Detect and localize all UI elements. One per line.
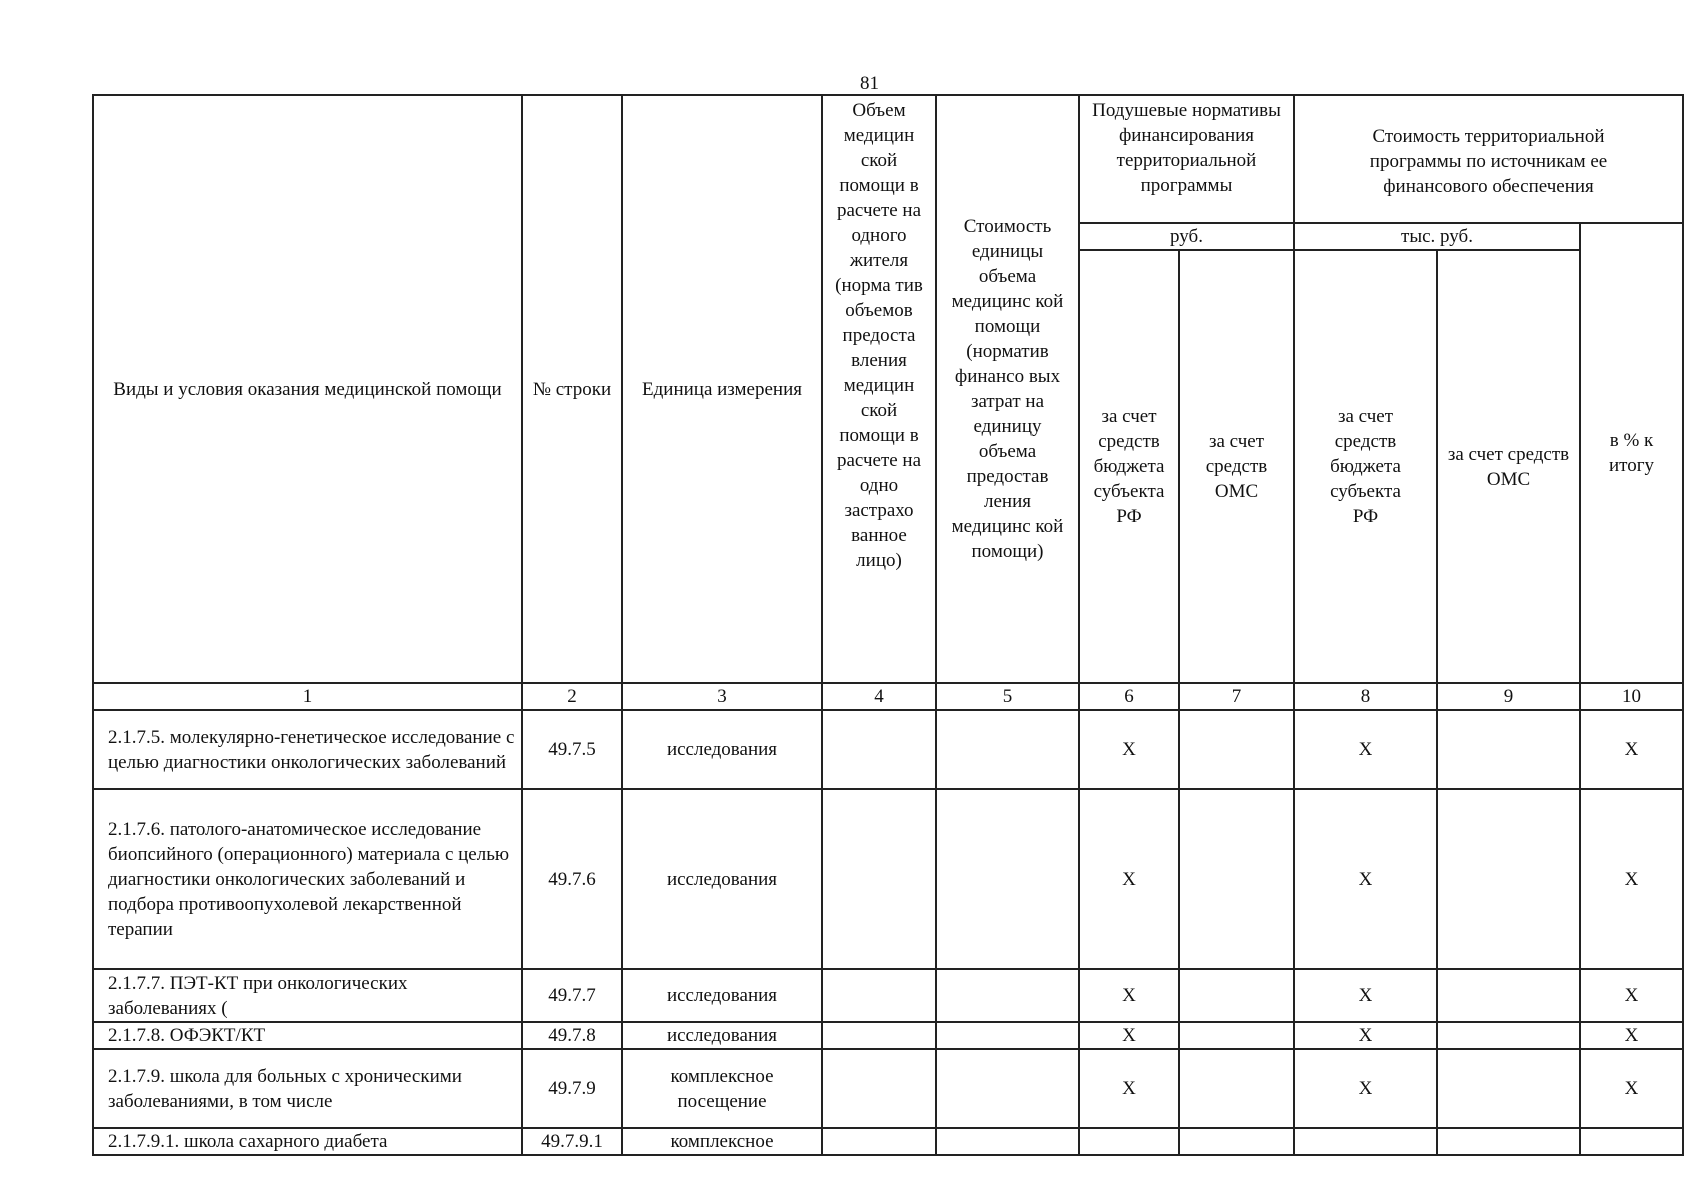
column-number: 10 bbox=[1580, 683, 1683, 710]
row-line-number: 49.7.9.1 bbox=[522, 1128, 622, 1155]
row-percent: X bbox=[1580, 969, 1683, 1022]
column-number: 1 bbox=[93, 683, 522, 710]
column-number: 4 bbox=[822, 683, 936, 710]
row-unit: комплексное посещение bbox=[622, 1049, 822, 1128]
row-volume bbox=[822, 1049, 936, 1128]
header-volume-per-resident: Объем медицин ской помощи в расчете на одного жителя (норма тив объемов предоста вления медицин ской помощи в расчете на одно застрахо ванное лицо) bbox=[822, 95, 936, 683]
page-number: 81 bbox=[860, 73, 879, 94]
row-name: 2.1.7.8. ОФЭКТ/КТ bbox=[93, 1022, 522, 1049]
table-row bbox=[93, 1049, 1683, 1128]
row-name: 2.1.7.6. патолого-анатомическое исследование биопсийного (операционного) материала с целью диагностики онкологических заболеваний и подбора противоопухолевой лекарственной терапии bbox=[93, 789, 522, 969]
row-per-capita-oms bbox=[1179, 710, 1294, 789]
row-percent bbox=[1580, 1128, 1683, 1155]
column-number-row bbox=[93, 683, 1683, 710]
header-unit-of-measure: Единица измерения bbox=[622, 95, 822, 683]
row-volume bbox=[822, 789, 936, 969]
row-unit: исследования bbox=[622, 789, 822, 969]
row-line-number: 49.7.5 bbox=[522, 710, 622, 789]
header-unit-thousand-rub: тыс. руб. bbox=[1294, 223, 1580, 250]
row-per-capita-oms bbox=[1179, 969, 1294, 1022]
header-unit-cost: Стоимость единицы объема медицинс кой помощи (норматив финансо вых затрат на единицу объема предостав ления медицинс кой помощи) bbox=[936, 95, 1079, 683]
row-unit-cost bbox=[936, 789, 1079, 969]
row-name: 2.1.7.7. ПЭТ-КТ при онкологических заболеваниях ( bbox=[93, 969, 522, 1022]
row-per-capita-budget: X bbox=[1079, 789, 1179, 969]
column-number: 2 bbox=[522, 683, 622, 710]
row-per-capita-budget: X bbox=[1079, 969, 1179, 1022]
header-cost-budget: за счет средств бюджета субъекта РФ bbox=[1294, 250, 1437, 683]
row-unit-cost bbox=[936, 1022, 1079, 1049]
row-line-number: 49.7.8 bbox=[522, 1022, 622, 1049]
row-per-capita-budget: X bbox=[1079, 710, 1179, 789]
header-per-capita-budget: за счет средств бюджета субъекта РФ bbox=[1079, 250, 1179, 683]
column-number: 9 bbox=[1437, 683, 1580, 710]
row-per-capita-budget: X bbox=[1079, 1022, 1179, 1049]
row-per-capita-oms bbox=[1179, 789, 1294, 969]
header-kinds-of-care: Виды и условия оказания медицинской помощи bbox=[93, 95, 522, 683]
row-cost-budget: X bbox=[1294, 789, 1437, 969]
header-unit-rub: руб. bbox=[1079, 223, 1294, 250]
header-line-number: № строки bbox=[522, 95, 622, 683]
header-percent-of-total: в % к итогу bbox=[1580, 223, 1683, 683]
header-cost-oms: за счет средств ОМС bbox=[1437, 250, 1580, 683]
row-cost-budget: X bbox=[1294, 710, 1437, 789]
row-cost-budget: X bbox=[1294, 1022, 1437, 1049]
row-name: 2.1.7.9. школа для больных с хроническими заболеваниями, в том числе bbox=[93, 1049, 522, 1128]
table-row bbox=[93, 1022, 1683, 1049]
row-per-capita-budget: X bbox=[1079, 1049, 1179, 1128]
column-number: 3 bbox=[622, 683, 822, 710]
row-cost-budget: X bbox=[1294, 969, 1437, 1022]
row-name: 2.1.7.9.1. школа сахарного диабета bbox=[93, 1128, 522, 1155]
row-line-number: 49.7.7 bbox=[522, 969, 622, 1022]
row-line-number: 49.7.6 bbox=[522, 789, 622, 969]
column-number: 8 bbox=[1294, 683, 1437, 710]
row-cost-budget bbox=[1294, 1128, 1437, 1155]
header-per-capita-norms: Подушевые нормативы финансирования территориальной программы bbox=[1079, 95, 1294, 223]
row-per-capita-oms bbox=[1179, 1049, 1294, 1128]
column-number: 7 bbox=[1179, 683, 1294, 710]
row-unit-cost bbox=[936, 1128, 1079, 1155]
row-cost-oms bbox=[1437, 1128, 1580, 1155]
table-row bbox=[93, 1128, 1683, 1155]
row-percent: X bbox=[1580, 1049, 1683, 1128]
financing-table bbox=[92, 94, 1684, 1156]
row-per-capita-budget bbox=[1079, 1128, 1179, 1155]
row-cost-oms bbox=[1437, 1049, 1580, 1128]
header-program-cost: Стоимость территориальной программы по источникам ее финансового обеспечения bbox=[1294, 95, 1683, 223]
row-percent: X bbox=[1580, 1022, 1683, 1049]
row-unit-cost bbox=[936, 1049, 1079, 1128]
row-percent: X bbox=[1580, 789, 1683, 969]
row-unit: исследования bbox=[622, 969, 822, 1022]
header-per-capita-oms: за счет средств ОМС bbox=[1179, 250, 1294, 683]
row-cost-oms bbox=[1437, 969, 1580, 1022]
row-volume bbox=[822, 969, 936, 1022]
row-unit-cost bbox=[936, 710, 1079, 789]
row-cost-budget: X bbox=[1294, 1049, 1437, 1128]
table-row bbox=[93, 969, 1683, 1022]
row-cost-oms bbox=[1437, 710, 1580, 789]
row-per-capita-oms bbox=[1179, 1128, 1294, 1155]
row-percent: X bbox=[1580, 710, 1683, 789]
column-number: 6 bbox=[1079, 683, 1179, 710]
row-cost-oms bbox=[1437, 1022, 1580, 1049]
row-unit: исследования bbox=[622, 1022, 822, 1049]
row-per-capita-oms bbox=[1179, 1022, 1294, 1049]
row-name: 2.1.7.5. молекулярно-генетическое исследование с целью диагностики онкологических заболеваний bbox=[93, 710, 522, 789]
row-volume bbox=[822, 1128, 936, 1155]
row-line-number: 49.7.9 bbox=[522, 1049, 622, 1128]
row-unit: комплексное bbox=[622, 1128, 822, 1155]
row-unit: исследования bbox=[622, 710, 822, 789]
table-row bbox=[93, 789, 1683, 969]
row-volume bbox=[822, 710, 936, 789]
table-row bbox=[93, 710, 1683, 789]
row-volume bbox=[822, 1022, 936, 1049]
row-cost-oms bbox=[1437, 789, 1580, 969]
column-number: 5 bbox=[936, 683, 1079, 710]
row-unit-cost bbox=[936, 969, 1079, 1022]
